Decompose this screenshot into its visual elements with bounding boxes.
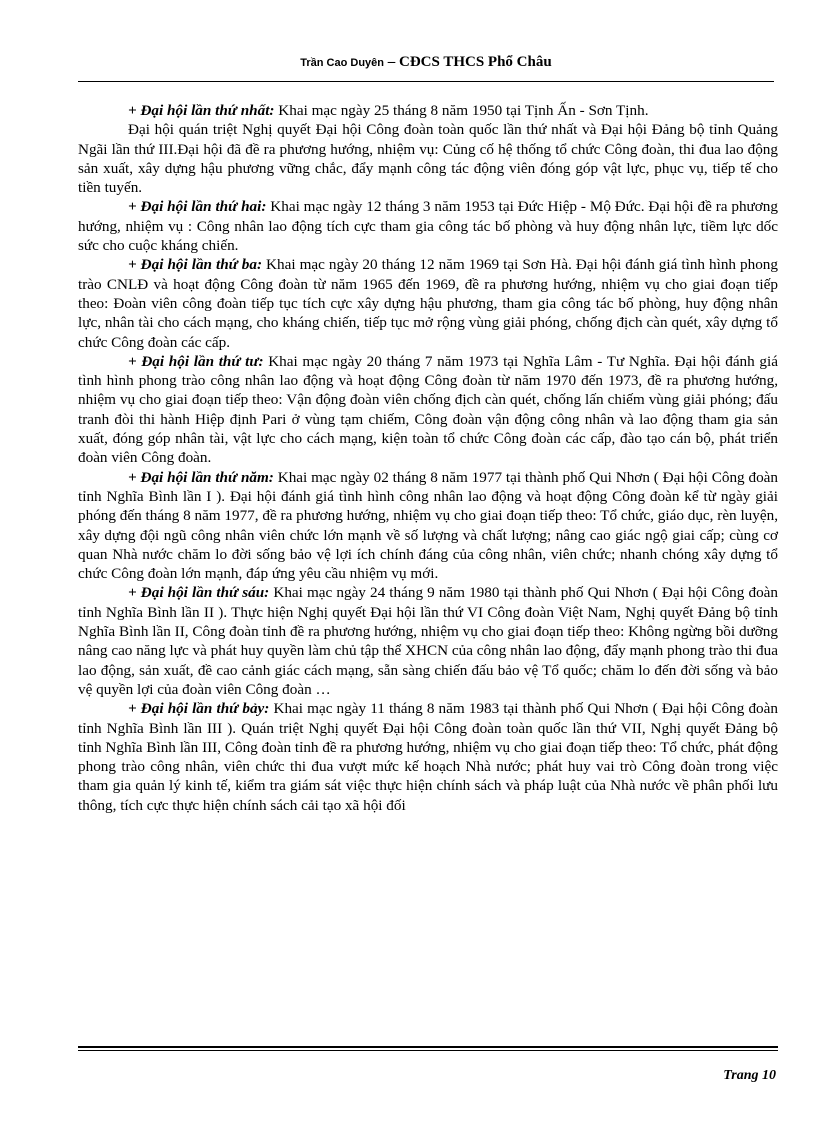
paragraph-text: Khai mạc ngày 20 tháng 12 năm 1969 tại Sơn Hà. Đại hội đánh giá tình hình phong trào CNLĐ và hoạt động Công đoàn từ năm 1965 đến 1969, đề ra phương hướng, nhiệm vụ cho giai đoạn tiếp theo: Đoàn viên công đoàn tiếp tục tích cực xây dựng hậu phương, tham gia công tác bố phòng, huy động nhân lực, nhân tài cho cách mạng, cho kháng chiến, tiếp tục mở rộng vùng giải phóng, chống địch càn quét, xây dựng tổ chức Công đoàn các cấp. [78, 256, 778, 351]
footer-rule-thick [78, 1046, 778, 1048]
page-number: Trang 10 [723, 1068, 776, 1083]
document-body [78, 101, 778, 815]
paragraph-lead: + Đại hội lần thứ ba: [128, 256, 263, 274]
paragraph-congress-2 [78, 197, 778, 255]
paragraph-congress-6 [78, 583, 778, 699]
header-rule [78, 81, 774, 82]
paragraph-lead: + Đại hội lần thứ năm: [128, 468, 274, 486]
paragraph-text: Đại hội quán triệt Nghị quyết Đại hội Công đoàn toàn quốc lần thứ nhất và Đại hội Đảng bộ tỉnh Quảng Ngãi lần thứ III.Đại hội đã đề ra phương hướng, nhiệm vụ: Củng cố hệ thống tổ chức Công đoàn, thi đua lao động sản xuất, xây dựng hậu phương vững chắc, đẩy mạnh công tác động viên đóng góp vật lực, phục vụ, tiếp tế cho tiền tuyến. [78, 121, 778, 197]
paragraph-congress-4 [78, 352, 778, 468]
header-school: CĐCS THCS Phổ Châu [399, 54, 552, 70]
header-author: Trần Cao Duyên [300, 57, 385, 69]
footer-rule-thin [78, 1050, 778, 1051]
paragraph-text: Khai mạc ngày 20 tháng 7 năm 1973 tại Nghĩa Lâm - Tư Nghĩa. Đại hội đánh giá tình hình phong trào công nhân lao động và hoạt động Công đoàn từ năm 1970 đến 1973, đề ra phương hướng, nhiệm vụ cho giai đoạn tiếp theo: Vận động đoàn viên chống địch càn quét, chống lấn chiếm vùng giải phóng; đấu tranh đòi thi hành Hiệp định Pari ở vùng tạm chiếm, Công đoàn vận động công nhân và lao động tham gia sản xuất, đóng góp nhân tài, vật lực cho cách mạng, kiện toàn tổ chức Công đoàn các cấp, đào tạo cán bộ, phát triển đoàn viên Công đoàn. [78, 352, 778, 467]
paragraph-lead: + Đại hội lần thứ nhất: [128, 102, 275, 119]
paragraph-congress-5 [78, 468, 778, 584]
header-dash: – [387, 54, 396, 70]
paragraph-congress-3 [78, 255, 778, 351]
page-header [78, 52, 774, 73]
paragraph-text: Khai mạc ngày 24 tháng 9 năm 1980 tại thành phố Qui Nhơn ( Đại hội Công đoàn tỉnh Nghĩa Bình lần II ). Thực hiện Nghị quyết Đại hội lần thứ VI Công đoàn Việt Nam, Nghị quyết Đảng bộ tỉnh Nghĩa Bình lần II, Công đoàn tỉnh đề ra phương hướng, nhiệm vụ cho giai đoạn tiếp theo: Không ngừng bồi dưỡng nâng cao năng lực và phát huy quyền làm chủ tập thể XHCN của công nhân lao động, đẩy mạnh phong trào thi đua lao động, sản xuất, đề cao cảnh giác cách mạng, sẵn sàng chiến đấu bảo vệ Tổ quốc; chăm lo đến đời sống và bảo vệ quyền lợi của đoàn viên Công đoàn … [78, 584, 778, 698]
paragraph-text: Khai mạc ngày 11 tháng 8 năm 1983 tại thành phố Qui Nhơn ( Đại hội Công đoàn tỉnh Nghĩa Bình lần III ). Quán triệt Nghị quyết Đại hội Công đoàn toàn quốc lần thứ VII, Nghị quyết Đảng bộ tỉnh Nghĩa Bình lần III, Công đoàn tỉnh đề ra phương hướng, nhiệm vụ cho giai đoạn tiếp theo: Tổ chức, phát động phong trào công nhân, viên chức thi đua vượt mức kế hoạch Nhà nước; phát huy vai trò Công đoàn trong việc tham gia quản lý kinh tế, kiểm tra giám sát việc thực hiện chính sách và pháp luật của Nhà nước về phân phối lưu thông, tích cực thực hiện chính sách cải tạo xã hội đối [78, 700, 778, 814]
paragraph-congress-7 [78, 699, 778, 815]
paragraph-congress-1-detail [78, 120, 778, 197]
paragraph-text: Khai mạc ngày 25 tháng 8 năm 1950 tại Tịnh Ấn - Sơn Tịnh. [274, 102, 649, 119]
paragraph-lead: + Đại hội lần thứ bảy: [128, 700, 270, 718]
paragraph-text: Khai mạc ngày 02 tháng 8 năm 1977 tại thành phố Qui Nhơn ( Đại hội Công đoàn tỉnh Nghĩa Bình lần I ). Đại hội đánh giá tình hình công nhân lao động và hoạt động Công đoàn kể từ ngày giải phóng đến tháng 8 năm 1977, đề ra phương hướng, nhiệm vụ cho giai đoạn tiếp theo: Tổ chức, giáo dục, rèn luyện, xây dựng đội ngũ công nhân viên chức lớn mạnh về số lượng và chất lượng; nâng cao giác ngộ giai cấp; cùng cơ quan Nhà nước chăm lo đời sống bảo vệ lợi ích chính đáng của công nhân, viên chức; nhanh chóng xây dựng tổ chức Công đoàn lớn mạnh, đáp ứng yêu cầu nhiệm vụ mới. [78, 468, 778, 583]
paragraph-lead: + Đại hội lần thứ sáu: [128, 584, 270, 602]
paragraph-lead: + Đại hội lần thứ tư: [128, 352, 264, 370]
paragraph-text: Khai mạc ngày 12 tháng 3 năm 1953 tại Đức Hiệp - Mộ Đức. Đại hội đề ra phương hướng, nhiệm vụ : Công nhân lao động tích cực tham gia công tác bố phòng và huy động nhân lực, tiềm lực dốc sức cho cuộc kháng chiến. [78, 198, 778, 255]
paragraph-lead: + Đại hội lần thứ hai: [128, 198, 267, 216]
paragraph-congress-1 [78, 101, 778, 120]
